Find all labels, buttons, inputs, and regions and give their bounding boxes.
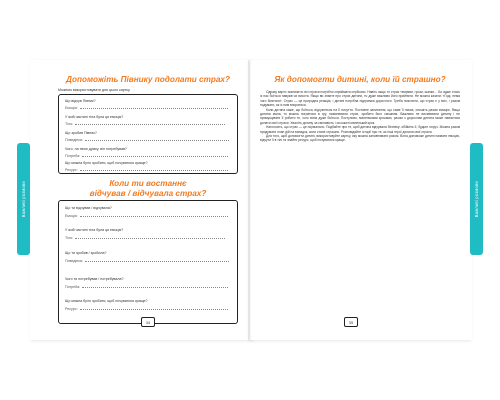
question: Що відчув Півник? (65, 99, 96, 103)
answer-line[interactable]: Тіло: (65, 121, 229, 126)
worksheet-card-1 (58, 94, 238, 174)
question: У якій частині тіла була ця емоція? (65, 228, 124, 232)
question: Чого, на твою думку, він потребував? (65, 147, 127, 151)
answer-line[interactable]: Емоція: (65, 213, 229, 218)
answer-line[interactable]: Потреба: (65, 284, 229, 289)
question: Що можна було зробити, щоб почуватися краще? (65, 299, 148, 303)
book-gutter (248, 60, 252, 340)
question: Чого ти потребував / потребувала? (65, 277, 124, 281)
page-number-left: 34 (141, 317, 155, 327)
answer-line[interactable]: Поведінка: (65, 258, 229, 263)
paragraph: Для того, щоб допомогти дитині, використовуйте картку, яку можна заповнювати разом. Вона допоможе дитині назвати емоцію, відчути її в тілі та знайти ресурс, щоб почуватися краще. (260, 134, 460, 143)
answer-line[interactable]: Тіло: (65, 235, 229, 240)
answer-line[interactable]: Ресурс: (65, 167, 229, 172)
answer-line[interactable]: Потреба: (65, 153, 229, 158)
left-heading-2 (58, 179, 238, 198)
side-tab-right (470, 143, 483, 255)
answer-line[interactable]: Ресурс: (65, 306, 229, 311)
question: Що зробив Півник? (65, 131, 97, 135)
paragraph: Коли дитина каже, що боїться, відгукніться на її почуття. Поставте запитання, що саме її лякає, опишіть разом емоцію. Якщо дитина мала, то можна погратися в гру, намалювати страх, зробити його смішним. Важливо не висміювати дитину і не примушувати її робити те, чого вона дуже боїться. Поступово, маленькими кроками, разом з дорослим дитина може навчитися долати свої страхи. Хваліть дитину за сміливість і за кожен маленький крок. (260, 107, 460, 125)
answer-line[interactable]: Емоція: (65, 105, 229, 110)
question: Що можна було зробити, щоб почуватися краще? (65, 161, 148, 165)
side-tab-left-label: Важливі розмови (21, 180, 26, 218)
paragraph: Наголосіть, що страх — це нормально. Подбайте про те, щоб дитина відчувала безпеку: обійміть її, будьте поруч. Можна разом придумати план дій на випадок, коли стане страшно. Розповідайте історії про те, як інші герої долали свої страхи. (260, 125, 460, 134)
left-heading-2-line-1: Коли ти востаннє (109, 179, 187, 188)
question: Що ти відчував / відчувала? (65, 206, 112, 210)
side-tab-right-label: Важливі розмови (474, 180, 479, 218)
answer-line[interactable]: Поведінка: (65, 137, 229, 142)
left-heading-1: Допоможіть Півнику подолати страх? (66, 75, 230, 84)
right-heading: Як допомогти дитині, коли їй страшно? (274, 75, 446, 84)
right-body-text (260, 90, 460, 143)
paragraph: Одразу варто зазначити: всі страхи потрібно сприймати серйозно. Навіть якщо то страх темряви, грози, шапки… Бо адже хтось із нас боїться павуків чи висоти. Якщо ви знаєте про страх дитини, то дуже важливо його прийняти. Не можна казати: «Годі, нема чого боятися». Страх — це природна реакція, і дитині потрібна підтримка дорослого. Треба пояснити, що страх є у всіх, і разом подумати, як із ним впоратися. (260, 90, 460, 108)
left-heading-2-line-2: відчував / відчувала страх? (89, 188, 207, 198)
side-tab-left (17, 143, 30, 255)
page-number-right: 35 (344, 317, 358, 327)
left-intro: Можемо використовувати для цього картку. (58, 88, 131, 92)
question: У якій частині тіла була ця емоція? (65, 115, 124, 119)
question: Що ти зробив / зробила? (65, 251, 107, 255)
worksheet-card-2 (58, 200, 238, 324)
